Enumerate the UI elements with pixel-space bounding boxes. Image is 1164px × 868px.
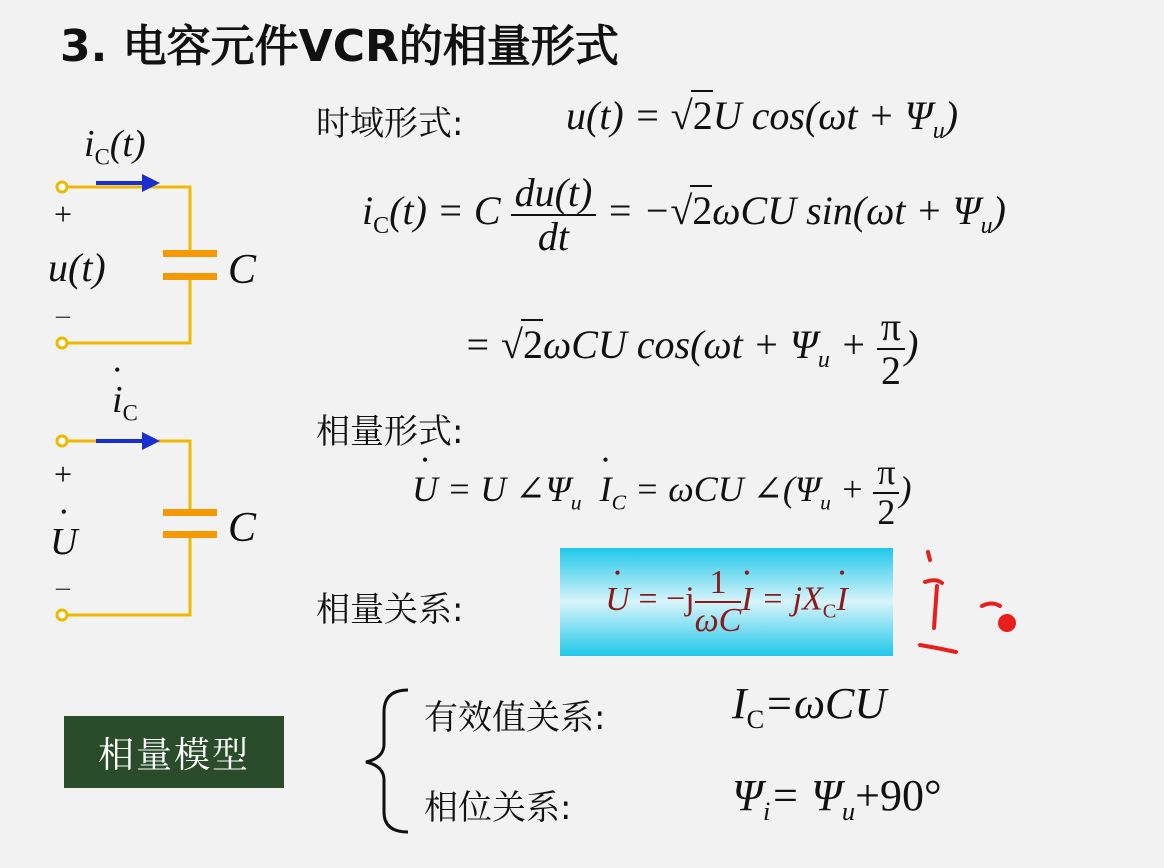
- circuit1-plus-sign: +: [54, 196, 73, 232]
- phasor-model-box: 相量模型: [64, 716, 284, 788]
- circuit2-plus-sign: +: [54, 456, 73, 492]
- circuit2-capacitor-bottom-plate: [163, 531, 217, 538]
- phasor-relation-eq: • U = −j $\frac{1}{\omega C}$ • $I = jX_C•$ I: [605, 565, 847, 638]
- phasor-form-eq: • U = U $\angle\Psi_u$ • $I_C = \omega CU$ $\angle(\Psi_u$ + $\frac{\pi}{2}$ ): [412, 454, 911, 532]
- time-domain-eq1: u(t) = √2U $\cos(\omega t + \Psi_u)$: [566, 90, 958, 145]
- handwritten-annotation: [920, 552, 1000, 652]
- rms-relation-eq: $I_C=\omega CU$: [732, 679, 887, 734]
- circuit1-bottom-terminal: [57, 338, 67, 348]
- circuit2-voltage-label: • U: [50, 520, 77, 564]
- rms-relation-label: 有效值关系:: [424, 698, 606, 738]
- derivative-fraction: $\frac{du(t)}{dt}$: [511, 172, 597, 258]
- page-title: 3. 电容元件VCR的相量形式: [60, 21, 619, 72]
- circuit1-minus-sign: –: [56, 300, 70, 331]
- circuit2-current-label: • $i_C$: [112, 378, 138, 427]
- time-domain-label: 时域形式:: [316, 104, 464, 144]
- circuit1-current-arrow: [96, 174, 160, 192]
- circuit2-wire: [66, 441, 190, 615]
- circuit2-minus-sign: –: [56, 572, 70, 603]
- circuit1-current-label: $i_C(t)$: [84, 123, 146, 170]
- phasor-form-label: 相量形式:: [316, 412, 464, 452]
- circuit2-bottom-terminal: [57, 610, 67, 620]
- circuit2-capacitor-label: C: [228, 505, 257, 551]
- circuit1-capacitor-label: C: [228, 247, 257, 293]
- circuit1-capacitor-top-plate: [163, 250, 217, 257]
- circuit1-voltage-label: u(t): [48, 245, 106, 290]
- time-domain-eq3: = √2ωCU $\cos(\omega t + \Psi_u$ + $\frac{\pi}{2}$ ): [464, 304, 919, 393]
- circuit2-capacitor-top-plate: [163, 509, 217, 516]
- circuit1-capacitor-bottom-plate: [163, 273, 217, 280]
- phasor-relation-highlight: [560, 548, 893, 656]
- phase-relation-label: 相位关系:: [424, 788, 572, 828]
- annotation-dot: [998, 614, 1016, 632]
- circuit2-top-terminal: [57, 436, 67, 446]
- circuit1-top-terminal: [57, 182, 67, 192]
- phasor-relation-label: 相量关系:: [316, 590, 464, 630]
- curly-brace: [366, 690, 408, 832]
- circuit2-current-arrow: [96, 432, 160, 450]
- phase-relation-eq: $\Psi_i= \Psi_u+90^\circ$: [732, 771, 942, 826]
- time-domain-eq2: $i_C(t) = C$ $\frac{du(t)}{dt}$ = −√2ωCU $\sin(\omega t + \Psi_u)$: [362, 170, 1006, 259]
